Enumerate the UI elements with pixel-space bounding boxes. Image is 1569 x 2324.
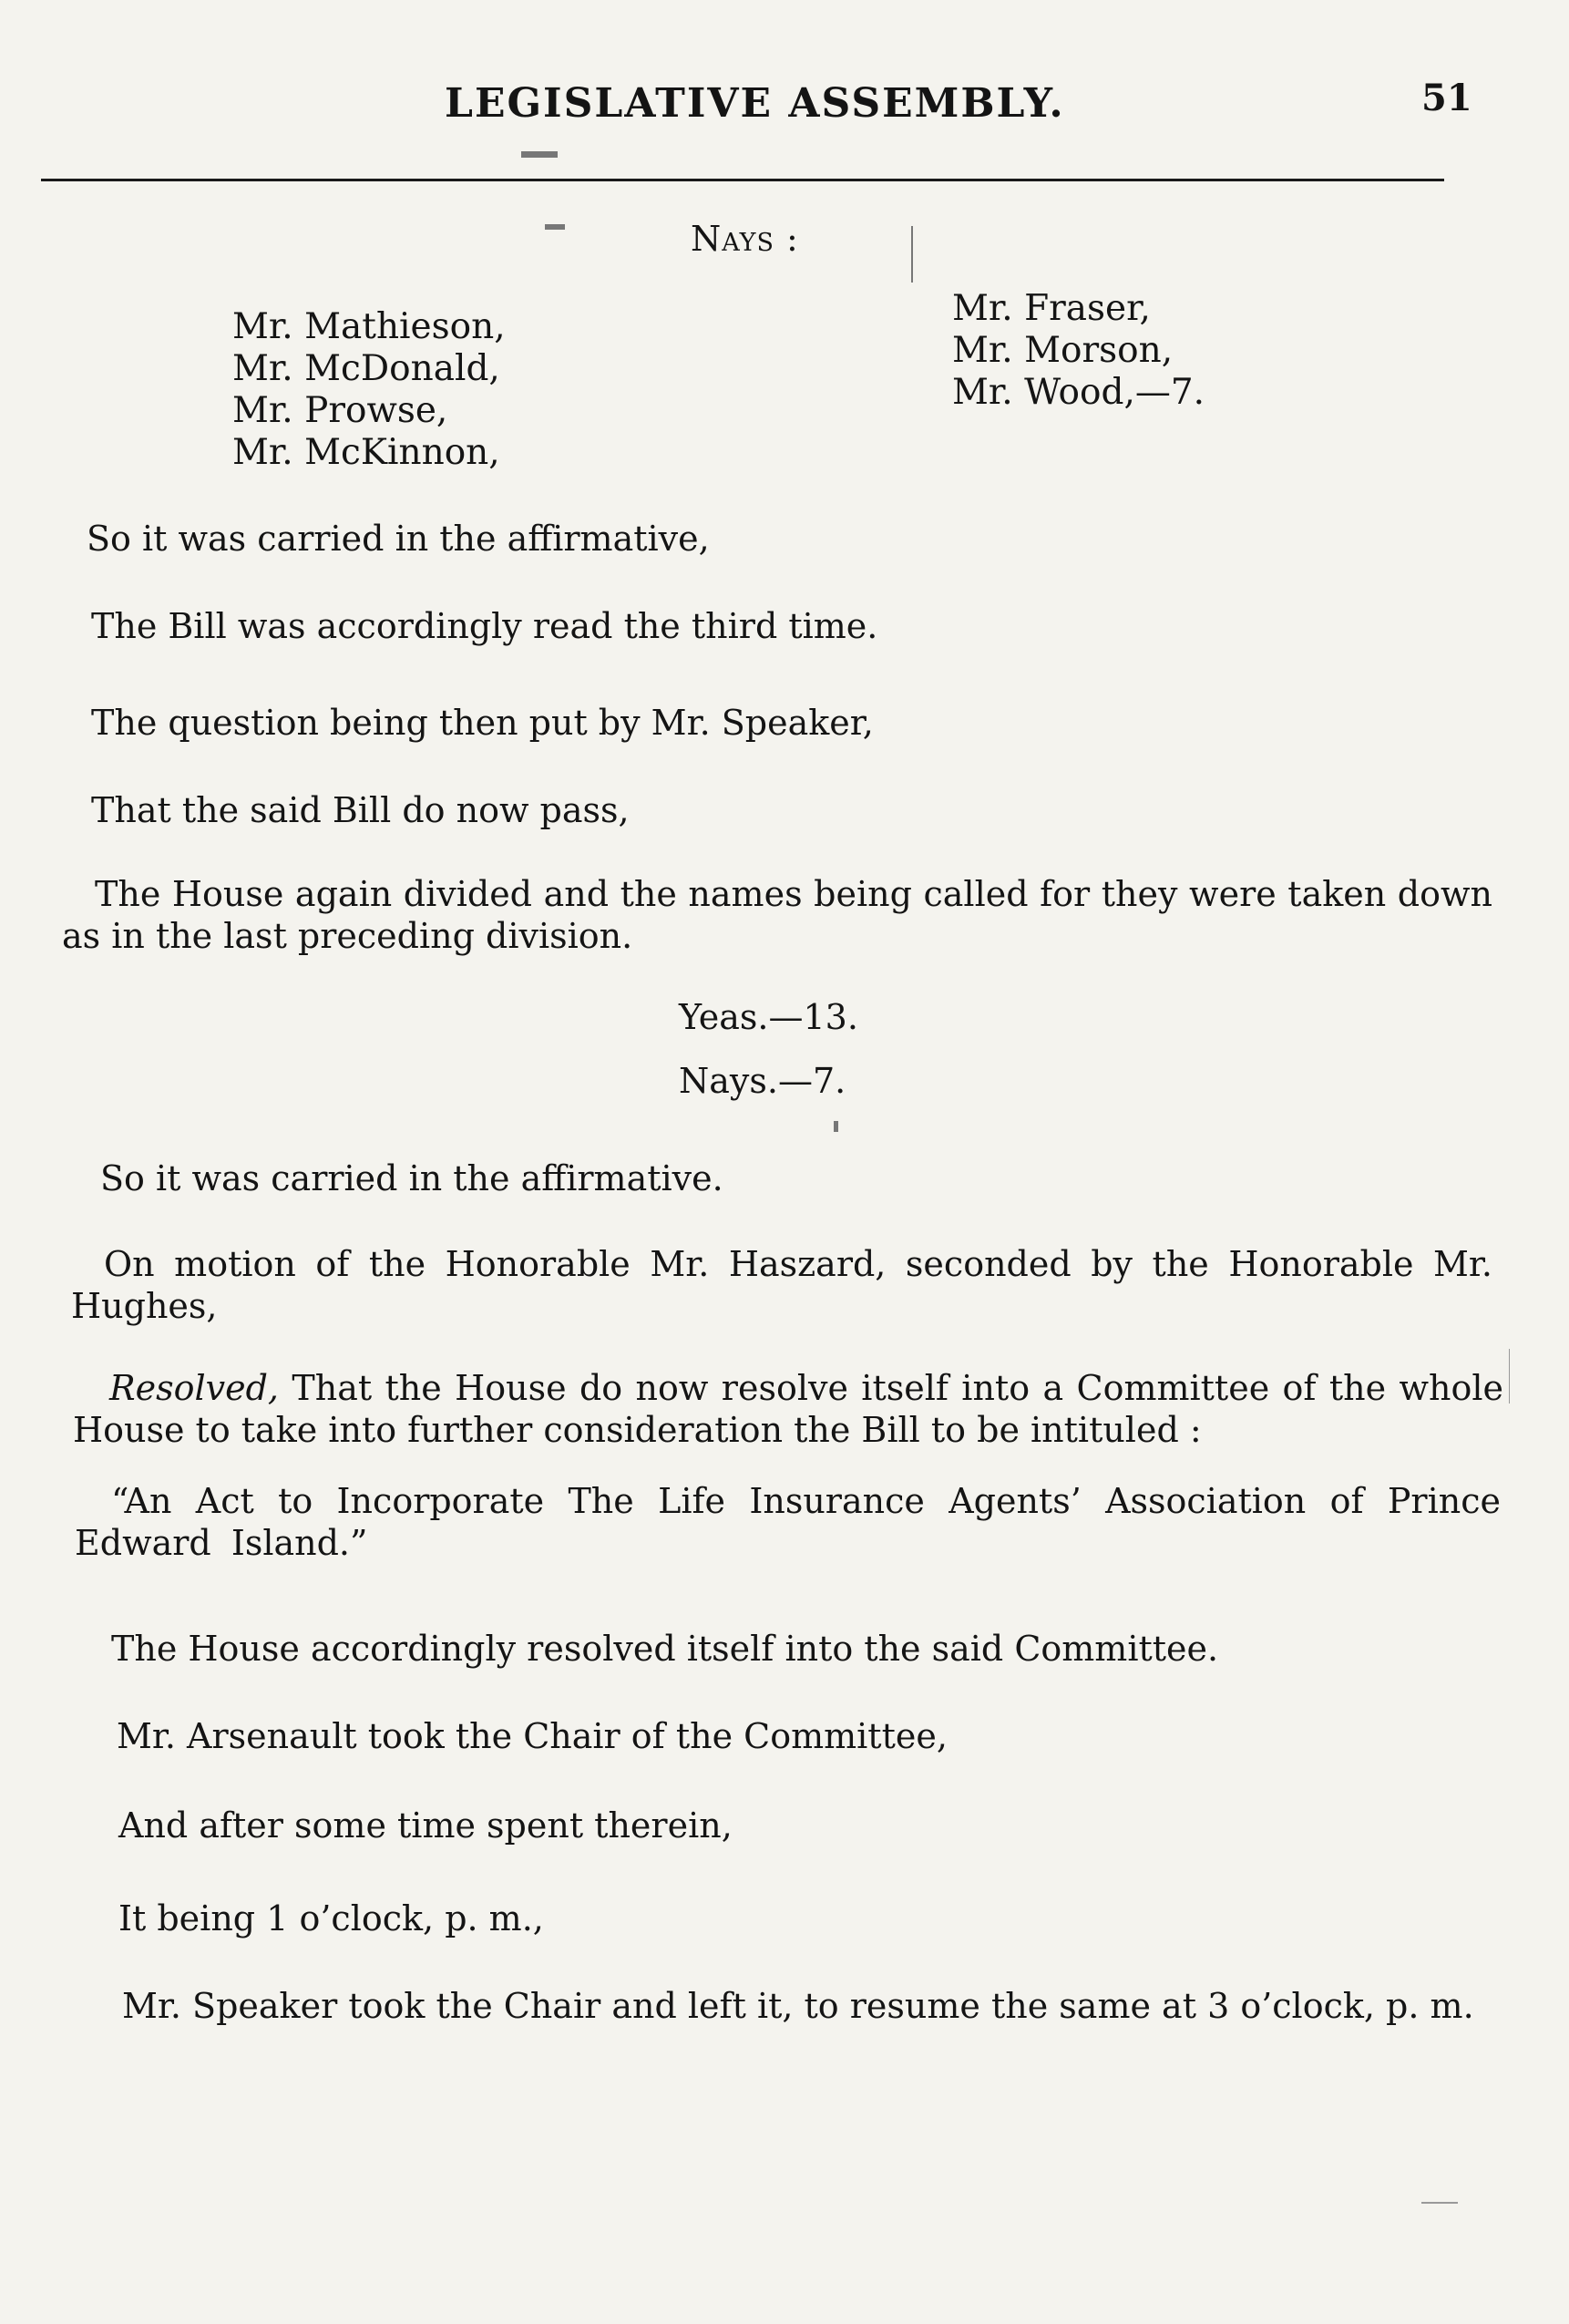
paragraph-time-spent: And after some time spent therein,	[118, 1805, 733, 1846]
nays-heading: Nays :	[691, 219, 799, 259]
nays-count: Nays.—7.	[679, 1061, 846, 1101]
member-name: Mr. Wood,—7.	[952, 372, 1205, 413]
resolved-label: Resolved,	[109, 1368, 279, 1408]
nays-list-left	[232, 306, 506, 474]
print-speck	[834, 1121, 838, 1132]
paragraph-third-reading: The Bill was accordingly read the third time.	[91, 606, 878, 646]
member-name: Mr. Morson,	[952, 330, 1174, 371]
paragraph-carried-affirmative-2: So it was carried in the affirmative.	[100, 1158, 723, 1198]
running-title: LEGISLATIVE ASSEMBLY.	[445, 80, 1065, 127]
resolution-text: That the House do now resolve itself into a Committee of the whole House to take into further consideration the Bill to be intituled :	[73, 1368, 1503, 1450]
paragraph-chair-committee: Mr. Arsenault took the Chair of the Committee,	[117, 1716, 948, 1756]
print-speck	[1421, 2202, 1458, 2204]
member-name: Mr. Fraser,	[952, 288, 1151, 329]
print-speck	[521, 151, 558, 158]
paragraph-act-title: “An Act to Incorporate The Life Insurance Agents’ Association of Prince Edward Island.”	[75, 1481, 1501, 1563]
page-number: 51	[1421, 77, 1472, 119]
page-header	[0, 0, 1569, 201]
paragraph-committee-resolved: The House accordingly resolved itself into the said Committee.	[111, 1629, 1219, 1669]
yeas-count: Yeas.—13.	[679, 997, 858, 1037]
paragraph-speaker-chair: Mr. Speaker took the Chair and left it, to resume the same at 3 o’clock, p. m.	[122, 1986, 1474, 2026]
print-speck	[911, 226, 913, 283]
header-rule	[41, 179, 1444, 181]
paragraph-house-divided: The House again divided and the names being called for they were taken down as in the last preceding division.	[62, 874, 1492, 956]
member-name: Mr. Mathieson,	[232, 306, 506, 347]
paragraph-motion: On motion of the Honorable Mr. Haszard, seconded by the Honorable Mr. Hughes,	[71, 1244, 1492, 1326]
paragraph-resolution	[73, 1367, 1503, 1451]
print-speck	[545, 224, 565, 230]
paragraph-question-put: The question being then put by Mr. Speaker,	[91, 703, 874, 743]
print-speck	[1509, 1349, 1510, 1404]
paragraph-one-oclock: It being 1 o’clock, p. m.,	[118, 1898, 544, 1938]
paragraph-bill-pass: That the said Bill do now pass,	[91, 790, 630, 830]
member-name: Mr. Prowse,	[232, 390, 448, 431]
member-name: Mr. McDonald,	[232, 348, 500, 389]
nays-list-right	[952, 288, 1205, 414]
member-name: Mr. McKinnon,	[232, 432, 500, 473]
paragraph-carried-affirmative-1: So it was carried in the affirmative,	[87, 519, 710, 559]
